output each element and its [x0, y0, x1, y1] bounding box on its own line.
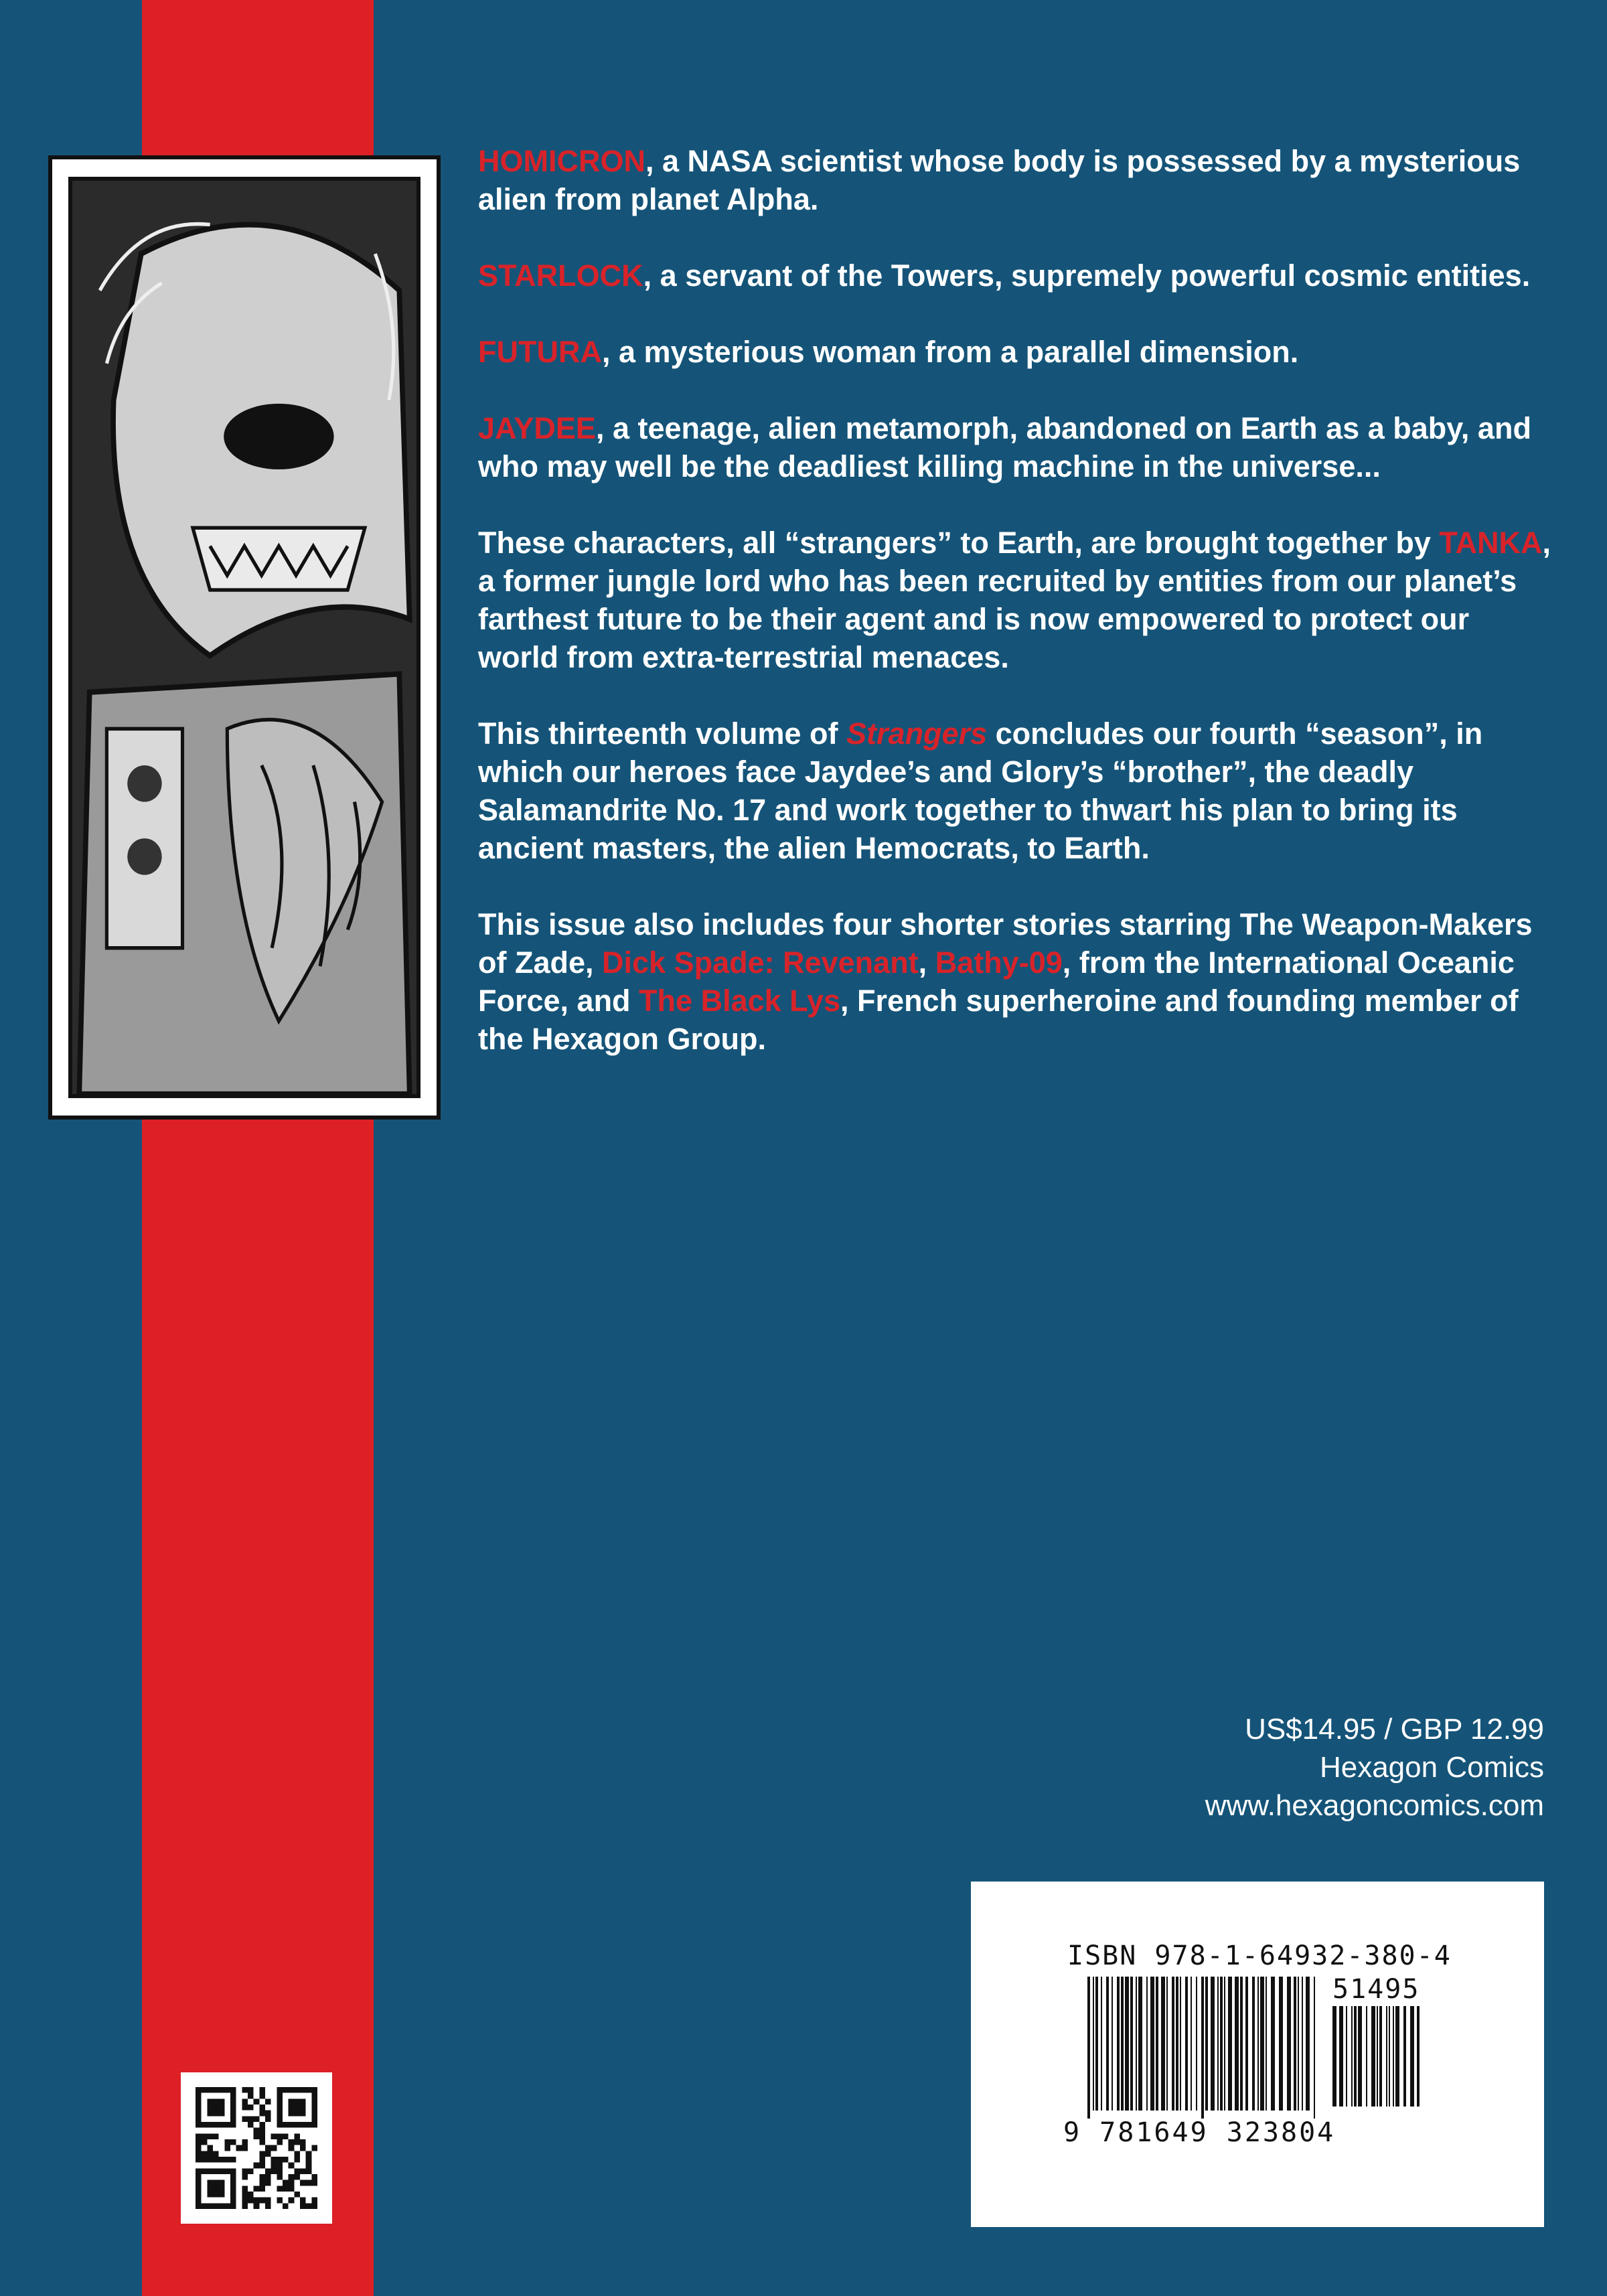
cover-artwork-frame: [48, 155, 441, 1120]
blurb-paragraph-jaydee: JAYDEE, a teenage, alien metamorph, abandoned on Earth as a baby, and who may well be the deadliest killing machine in the universe...: [478, 411, 1531, 483]
isbn-label: ISBN 978-1-64932-380-4: [1067, 1940, 1452, 1971]
series-title: Strangers: [846, 716, 988, 751]
blurb-paragraph-starlock: STARLOCK, a servant of the Towers, supremely powerful cosmic entities.: [478, 258, 1531, 293]
publisher-name: Hexagon Comics: [1319, 1751, 1544, 1784]
blurb-paragraph-tanka: These characters, all “strangers” to Earth, are brought together by TANKA, a former jungle lord who has been recruited by entities from our planet’s farthest future to be their agent and is now empowered to protect our world from extra-terrestrial menaces.: [478, 526, 1551, 674]
barcode-price-code: 51495: [1332, 1974, 1420, 2005]
character-name-starlock: STARLOCK: [478, 258, 643, 293]
barcode-addon-bars: [1332, 2006, 1424, 2113]
blurb-paragraph-homicron: HOMICRON, a NASA scientist whose body is possessed by a mysterious alien from planet Alpha.: [478, 144, 1521, 216]
qr-code-icon: [196, 2087, 317, 2209]
qr-code: [181, 2072, 332, 2224]
character-name-tanka: TANKA: [1439, 526, 1543, 560]
price-label: US$14.95 / GBP 12.99: [1245, 1713, 1544, 1746]
back-cover-blurb: [478, 142, 1556, 1096]
barcode-digits: 9 781649 323804: [1063, 2117, 1336, 2148]
character-name-futura: FUTURA: [478, 335, 602, 369]
character-name-black-lys: The Black Lys: [639, 984, 841, 1018]
isbn-barcode: [971, 1882, 1544, 2227]
blurb-paragraph-futura: FUTURA, a mysterious woman from a parallel dimension.: [478, 335, 1299, 369]
character-name-jaydee: JAYDEE: [478, 411, 596, 445]
pricing-info: [1205, 1710, 1544, 1825]
blurb-paragraph-short-stories: This issue also includes four shorter stories starring The Weapon-Makers of Zade, Dick Spade: Revenant, Bathy-09, from the International Oceanic Force, and The Black Lys, French superheroine and founding member of the Hexagon Group.: [478, 907, 1533, 1056]
barcode-bars: [1087, 1977, 1322, 2121]
character-name-dick-spade: Dick Spade: Revenant: [602, 945, 919, 980]
character-name-homicron: HOMICRON: [478, 144, 645, 178]
blurb-paragraph-volume: This thirteenth volume of Strangers concludes our fourth “season”, in which our heroes face Jaydee’s and Glory’s “brother”, the deadly Salamandrite No. 17 and work together to thwart his plan to bring its ancient masters, the alien Hemocrats, to Earth.: [478, 716, 1483, 865]
character-name-bathy-09: Bathy-09: [935, 945, 1063, 980]
publisher-website: www.hexagoncomics.com: [1205, 1789, 1544, 1822]
alien-warrior-illustration: [72, 181, 416, 1094]
cover-artwork: [68, 177, 420, 1098]
